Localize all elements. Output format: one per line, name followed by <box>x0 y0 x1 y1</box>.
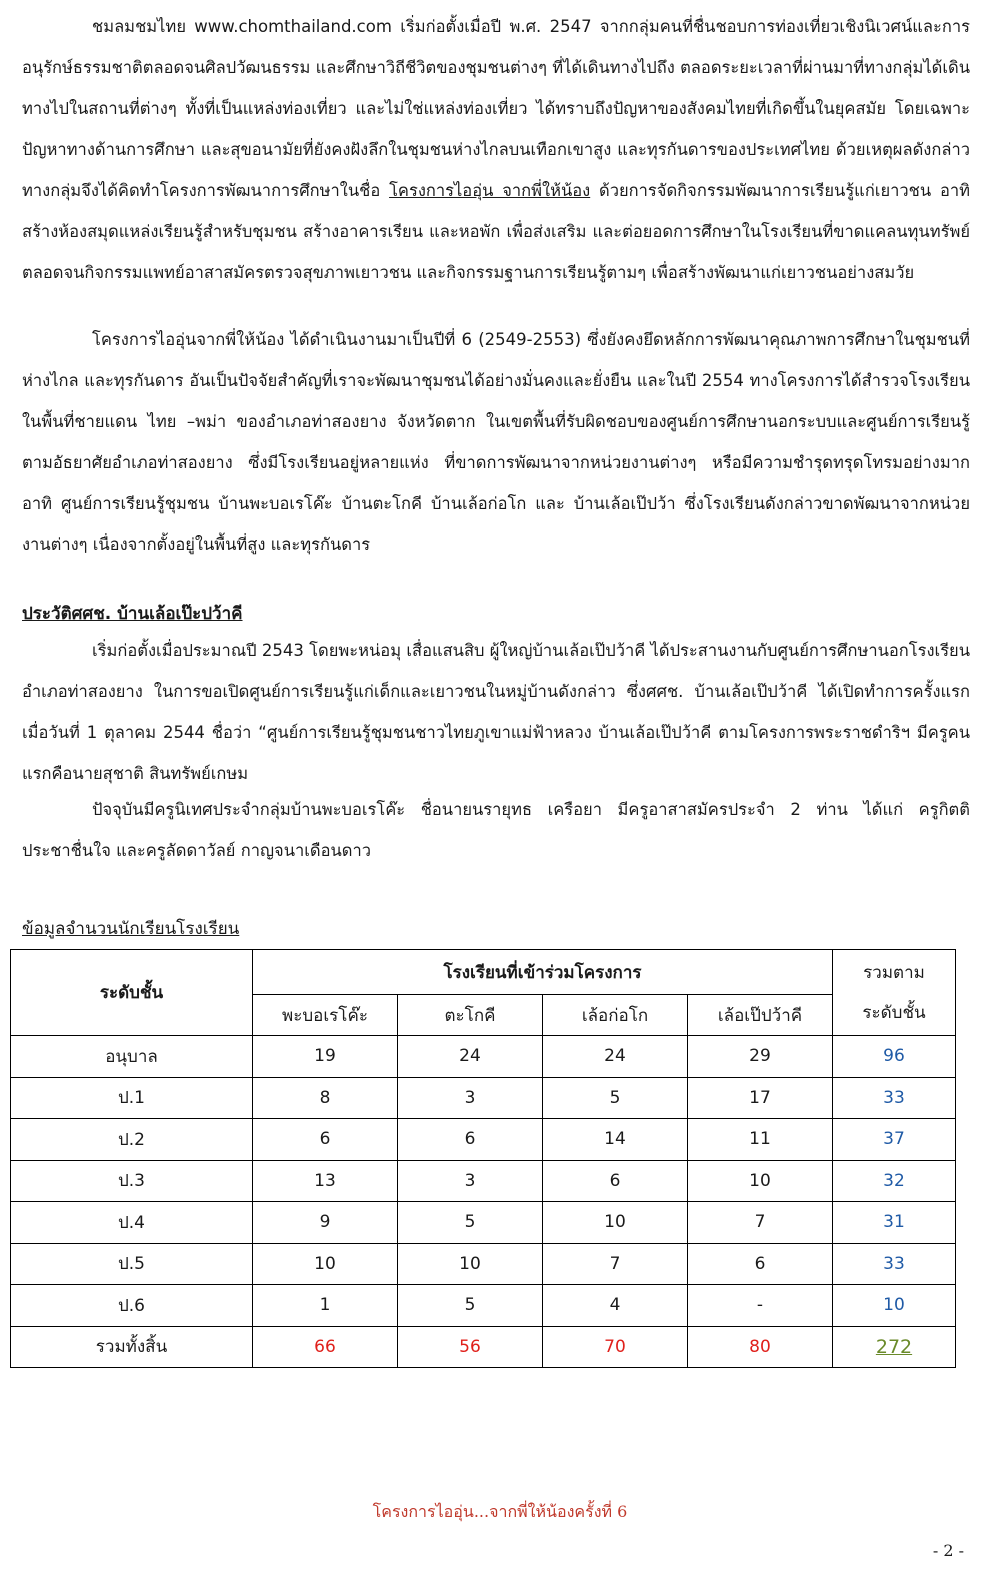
count-cell: 7 <box>688 1202 833 1244</box>
count-cell: 6 <box>543 1160 688 1202</box>
school-total-cell: 66 <box>253 1326 398 1368</box>
count-cell: 17 <box>688 1077 833 1119</box>
schools-group-header: โรงเรียนที่เข้าร่วมโครงการ <box>253 950 833 995</box>
count-cell: 10 <box>688 1160 833 1202</box>
history-paragraph-1 <box>22 630 970 794</box>
count-cell: 10 <box>253 1243 398 1285</box>
count-cell: 9 <box>253 1202 398 1244</box>
grand-total-cell <box>833 1326 956 1368</box>
table-row <box>11 1202 956 1244</box>
grand-total-value: 272 <box>875 1335 913 1358</box>
table-row <box>11 1036 956 1078</box>
row-total-cell: 33 <box>833 1077 956 1119</box>
row-total-cell: 32 <box>833 1160 956 1202</box>
table-row <box>11 1077 956 1119</box>
history-heading: ประวัติศศช. บ้านเล้อเป๊ะปว้าคี <box>22 604 243 624</box>
count-cell: 7 <box>543 1243 688 1285</box>
count-cell: 29 <box>688 1036 833 1078</box>
count-cell: 24 <box>398 1036 543 1078</box>
level-cell: ป.5 <box>11 1243 253 1285</box>
school-total-cell: 56 <box>398 1326 543 1368</box>
count-cell: 24 <box>543 1036 688 1078</box>
level-cell: ป.4 <box>11 1202 253 1244</box>
intro-text-after: ด้วยการจัดกิจกรรมพัฒนาการเรียนรู้แก่เยาวชน อาทิ สร้างห้องสมุดแหล่งเรียนรู้สำหรับชุมชน สร้างอาคารเรียน และหอพัก เพื่อส่งเสริม และต่อยอดการศึกษาในโรงเรียนที่ขาดแคลนทุนทรัพย์ ตลอดจนกิจกรรมแพทย์อาสาสมัครตรวจสุขภาพเยาวชน และกิจกรรมฐานการเรียนรู้ตามๆ เพื่อสร้างพัฒนาแก่เยาวชนอย่างสมวัย <box>22 181 970 282</box>
row-total-cell: 37 <box>833 1119 956 1161</box>
count-cell: 1 <box>253 1285 398 1327</box>
count-cell: 5 <box>543 1077 688 1119</box>
row-total-cell: 96 <box>833 1036 956 1078</box>
table-row <box>11 1243 956 1285</box>
count-cell: 14 <box>543 1119 688 1161</box>
count-cell: 10 <box>543 1202 688 1244</box>
count-cell: 3 <box>398 1160 543 1202</box>
page-number: - 2 - <box>932 1541 964 1560</box>
project-name-link: โครงการไออุ่น จากพี่ให้น้อง <box>389 181 591 200</box>
count-cell: 3 <box>398 1077 543 1119</box>
row-total-cell: 33 <box>833 1243 956 1285</box>
level-header: ระดับชั้น <box>11 950 253 1036</box>
table-row <box>11 1119 956 1161</box>
school-header: พะบอเรโค๊ะ <box>253 995 398 1036</box>
intro-paragraph-2-text: โครงการไออุ่นจากพี่ให้น้อง ได้ดำเนินงานมาเป็นปีที่ 6 (2549-2553) ซึ่งยังคงยึดหลักการพัฒนาคุณภาพการศึกษาในชุมชนที่ห่างไกล และทุรกันดาร อันเป็นปัจจัยสำคัญที่เราจะพัฒนาชุมชนได้อย่างมั่นคงและยั่งยืน และในปี 2554 ทางโครงการได้สำรวจโรงเรียนในพื้นที่ชายแดน ไทย –พม่า ของอำเภอท่าสองยาง จังหวัดตาก ในเขตพื้นที่รับผิดชอบของศูนย์การศึกษานอกระบบและศูนย์การเรียนรู้ตามอัธยาศัยอำเภอท่าสองยาง ซึ่งมีโรงเรียนอยู่หลายแห่ง ที่ขาดการพัฒนาจากหน่วยงานต่างๆ หรือมีความชำรุดทรุดโทรมอย่างมาก อาทิ ศูนย์การเรียนรู้ชุมชน บ้านพะบอเรโค๊ะ บ้านตะโกคี บ้านเล้อก่อโก และ บ้านเล้อเป๊ปว้า ซึ่งโรงเรียนดังกล่าวขาดพัฒนาจากหน่วยงานต่างๆ เนื่องจากตั้งอยู่ในพื้นที่สูง และทุรกันดาร <box>22 330 970 554</box>
history-paragraph-1-text: เริ่มก่อตั้งเมื่อประมาณปี 2543 โดยพะหน่อมุ เสื่อแสนสิบ ผู้ใหญ่บ้านเล้อเป๊ปว้าคี ได้ประสานงานกับศูนย์การศึกษานอกโรงเรียน อำเภอท่าสองยาง ในการขอเปิดศูนย์การเรียนรู้แก่เด็กและเยาวชนในหมู่บ้านดังกล่าว ซึ่งศศช. บ้านเล้อเป๊ปว้าคี ได้เปิดทำการครั้งแรก เมื่อวันที่ 1 ตุลาคม 2544 ชื่อว่า “ศูนย์การเรียนรู้ชุมชนชาวไทยภูเขาแม่ฟ้าหลวง บ้านเล้อเป๊ปว้าคี ตามโครงการพระราชดำริฯ มีครูคนแรกคือนายสุชาติ สินทรัพย์เกษม <box>22 641 970 783</box>
table-row <box>11 1160 956 1202</box>
footer-project-title: โครงการไออุ่น...จากพี่ให้น้องครั้งที่ 6 <box>372 1502 628 1521</box>
count-cell: 4 <box>543 1285 688 1327</box>
level-cell: อนุบาล <box>11 1036 253 1078</box>
school-header: ตะโกคี <box>398 995 543 1036</box>
total-header <box>833 950 956 1036</box>
student-count-table <box>10 949 956 1368</box>
intro-text-before: ชมลมชมไทย www.chomthailand.com เริ่มก่อตั้งเมื่อปี พ.ศ. 2547 จากกลุ่มคนที่ชื่นชอบการท่องเที่ยวเชิงนิเวศน์และการอนุรักษ์ธรรมชาติตลอดจนศิลปวัฒนธรรม และศึกษาวิถีชีวิตของชุมชนต่างๆ ที่ได้เดินทางไปถึง ตลอดระยะเวลาที่ผ่านมาที่ทางกลุ่มได้เดินทางไปในสถานที่ต่างๆ ทั้งที่เป็นแหล่งท่องเที่ยว และไม่ใช่แหล่งท่องเที่ยว ได้ทราบถึงปัญหาของสังคมไทยที่เกิดขึ้นในยุคสมัย โดยเฉพาะปัญหาทางด้านการศึกษา และสุขอนามัยที่ยังคงฝังลึกในชุมชนห่างไกลบนเทือกเขาสูง และทุรกันดารของประเทศไทย ด้วยเหตุผลดังกล่าวทางกลุ่มจึงได้คิดทำโครงการพัฒนาการศึกษาในชื่อ <box>22 17 970 200</box>
level-cell: ป.2 <box>11 1119 253 1161</box>
grand-total-row <box>11 1326 956 1368</box>
count-cell: 6 <box>688 1243 833 1285</box>
count-cell: 11 <box>688 1119 833 1161</box>
level-cell: ป.1 <box>11 1077 253 1119</box>
school-total-cell: 70 <box>543 1326 688 1368</box>
row-total-cell: 31 <box>833 1202 956 1244</box>
intro-paragraph-1 <box>22 6 970 293</box>
count-cell: 5 <box>398 1285 543 1327</box>
count-cell: - <box>688 1285 833 1327</box>
school-total-cell: 80 <box>688 1326 833 1368</box>
count-cell: 13 <box>253 1160 398 1202</box>
intro-paragraph-2 <box>22 319 970 565</box>
row-total-cell: 10 <box>833 1285 956 1327</box>
count-cell: 6 <box>253 1119 398 1161</box>
table-row <box>11 1285 956 1327</box>
history-paragraph-2-text: ปัจจุบันมีครูนิเทศประจำกลุ่มบ้านพะบอเรโค๊ะ ชื่อนายนรายุทธ เครือยา มีครูอาสาสมัครประจำ 2 ท่าน ได้แก่ ครูกิตติ ประชาชื่นใจ และครูลัดดาวัลย์ กาญจนาเดือนดาว <box>22 800 970 860</box>
count-cell: 10 <box>398 1243 543 1285</box>
school-header: เล้อก่อโก <box>543 995 688 1036</box>
grand-total-label: รวมทั้งสิ้น <box>11 1326 253 1368</box>
school-header: เล้อเป๊ปว้าคี <box>688 995 833 1036</box>
level-cell: ป.3 <box>11 1160 253 1202</box>
count-cell: 19 <box>253 1036 398 1078</box>
total-header-text: รวมตาม ระดับชั้น <box>862 962 926 1023</box>
table-title: ข้อมูลจำนวนนักเรียนโรงเรียน <box>22 919 240 939</box>
level-cell: ป.6 <box>11 1285 253 1327</box>
count-cell: 6 <box>398 1119 543 1161</box>
count-cell: 8 <box>253 1077 398 1119</box>
count-cell: 5 <box>398 1202 543 1244</box>
history-paragraph-2 <box>22 789 970 871</box>
